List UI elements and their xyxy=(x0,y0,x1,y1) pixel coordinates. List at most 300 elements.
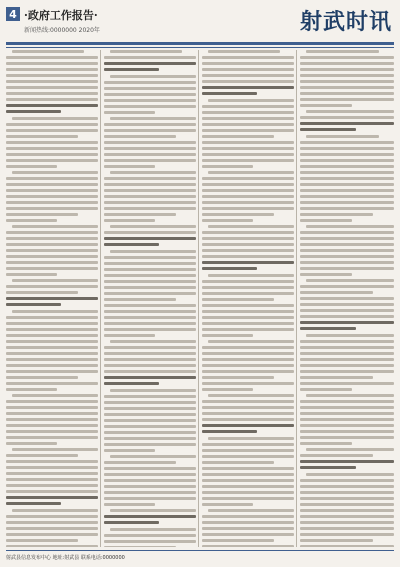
text-line xyxy=(104,99,196,102)
column-divider xyxy=(296,50,297,547)
text-line xyxy=(202,56,294,59)
text-line xyxy=(6,346,98,349)
text-line xyxy=(104,111,155,114)
text-line xyxy=(104,413,196,416)
text-line xyxy=(6,165,57,168)
text-line xyxy=(6,527,98,530)
text-line xyxy=(300,479,394,482)
text-line xyxy=(202,213,274,216)
text-line xyxy=(6,376,78,379)
text-line xyxy=(202,183,294,186)
text-line xyxy=(202,503,253,506)
text-line xyxy=(6,86,98,89)
text-line xyxy=(104,147,196,150)
text-line xyxy=(110,50,182,53)
text-line xyxy=(202,491,294,494)
text-line xyxy=(104,346,196,349)
text-line xyxy=(12,310,98,313)
text-line xyxy=(300,56,394,59)
text-line xyxy=(202,304,294,307)
text-line xyxy=(6,545,98,547)
text-line xyxy=(104,213,176,216)
text-line xyxy=(300,515,394,518)
text-line xyxy=(104,395,196,398)
text-line xyxy=(202,479,294,482)
text-line xyxy=(110,528,196,531)
text-line xyxy=(202,280,294,283)
text-line xyxy=(300,364,394,367)
text-line xyxy=(104,105,196,108)
text-line xyxy=(300,104,352,107)
text-line xyxy=(6,92,98,95)
text-line xyxy=(300,98,394,101)
text-line xyxy=(104,159,196,162)
text-line xyxy=(208,274,294,277)
text-line xyxy=(202,418,294,421)
text-line xyxy=(6,177,98,180)
text-line xyxy=(202,443,294,446)
text-line xyxy=(6,322,98,325)
text-line xyxy=(202,207,294,210)
text-line xyxy=(300,485,394,488)
text-line xyxy=(104,87,196,90)
text-line xyxy=(104,437,196,440)
text-line xyxy=(202,195,294,198)
text-line xyxy=(6,388,57,391)
text-line xyxy=(6,539,78,542)
text-line xyxy=(104,401,196,404)
text-line xyxy=(6,195,98,198)
text-line xyxy=(202,473,294,476)
text-line xyxy=(6,364,98,367)
text-line xyxy=(202,298,274,301)
text-line xyxy=(202,80,294,83)
text-line xyxy=(6,135,78,138)
text-line xyxy=(110,250,196,253)
text-line xyxy=(300,237,394,240)
text-line xyxy=(300,147,394,150)
text-line xyxy=(202,539,274,542)
text-line xyxy=(104,268,196,271)
text-line xyxy=(12,279,98,282)
text-line xyxy=(104,485,196,488)
text-line xyxy=(300,503,394,506)
text-line xyxy=(202,455,294,458)
text-line xyxy=(6,98,98,101)
text-line xyxy=(300,171,394,174)
subheading xyxy=(104,62,196,71)
text-line xyxy=(6,442,57,445)
text-line xyxy=(104,165,155,168)
text-line xyxy=(300,255,394,258)
header-rule-thick xyxy=(6,42,394,45)
text-line xyxy=(110,455,196,458)
text-line xyxy=(300,68,394,71)
text-line xyxy=(202,255,294,258)
text-line xyxy=(300,412,394,415)
text-line xyxy=(306,225,394,228)
text-line xyxy=(202,358,294,361)
text-line xyxy=(202,153,294,156)
text-line xyxy=(202,219,253,222)
page-footer: 射武县信息发布中心 地址:射武县 联系电话:0000000 xyxy=(6,555,125,561)
text-line xyxy=(6,129,98,132)
text-line xyxy=(300,273,352,276)
text-line xyxy=(300,62,394,65)
text-line xyxy=(202,521,294,524)
text-line xyxy=(300,165,394,168)
text-line xyxy=(300,370,394,373)
text-line xyxy=(6,183,98,186)
text-line xyxy=(202,545,294,547)
text-line xyxy=(208,225,294,228)
text-line xyxy=(104,316,196,319)
text-line xyxy=(104,352,196,355)
text-line xyxy=(202,177,294,180)
text-line xyxy=(110,389,196,392)
text-line xyxy=(202,117,294,120)
text-line xyxy=(6,406,98,409)
text-line xyxy=(6,340,98,343)
text-line xyxy=(104,56,196,59)
text-line xyxy=(300,352,394,355)
text-line xyxy=(110,225,196,228)
text-line xyxy=(104,201,196,204)
text-line xyxy=(202,159,294,162)
text-line xyxy=(300,436,394,439)
text-line xyxy=(6,159,98,162)
text-line xyxy=(6,147,98,150)
text-line xyxy=(104,479,196,482)
text-line xyxy=(300,189,394,192)
text-line xyxy=(202,243,294,246)
page-header xyxy=(6,5,394,43)
text-line xyxy=(202,292,294,295)
text-line xyxy=(104,540,196,543)
text-line xyxy=(300,159,394,162)
text-line xyxy=(6,400,98,403)
text-line xyxy=(6,141,98,144)
text-line xyxy=(202,461,274,464)
text-line xyxy=(202,334,253,337)
subheading xyxy=(6,104,98,113)
text-line xyxy=(6,285,98,288)
text-line xyxy=(300,527,394,530)
text-line xyxy=(104,135,176,138)
subheading xyxy=(300,460,394,469)
text-line xyxy=(6,352,98,355)
text-line xyxy=(104,153,196,156)
subheading xyxy=(202,261,294,270)
subheading xyxy=(202,86,294,95)
text-line xyxy=(6,273,57,276)
text-line xyxy=(202,533,294,536)
text-line xyxy=(202,527,294,530)
text-line xyxy=(6,316,98,319)
text-line xyxy=(202,364,294,367)
text-line xyxy=(6,219,57,222)
text-line xyxy=(306,50,379,53)
text-line xyxy=(202,449,294,452)
text-line xyxy=(104,280,196,283)
text-line xyxy=(202,135,274,138)
text-line xyxy=(6,261,98,264)
text-column-1 xyxy=(6,50,98,547)
text-line xyxy=(6,80,98,83)
subheading xyxy=(202,424,294,433)
text-line xyxy=(300,521,394,524)
text-line xyxy=(104,503,155,506)
text-line xyxy=(300,376,373,379)
text-line xyxy=(104,262,196,265)
text-line xyxy=(300,497,394,500)
text-line xyxy=(300,207,394,210)
text-line xyxy=(300,92,394,95)
text-line xyxy=(6,74,98,77)
text-line xyxy=(6,237,98,240)
text-line xyxy=(6,68,98,71)
text-line xyxy=(6,466,98,469)
text-line xyxy=(202,237,294,240)
text-line xyxy=(300,153,394,156)
text-line xyxy=(104,141,196,144)
text-line xyxy=(202,328,294,331)
text-line xyxy=(6,255,98,258)
text-line xyxy=(300,195,394,198)
text-line xyxy=(300,491,394,494)
text-line xyxy=(104,449,155,452)
text-line xyxy=(202,515,294,518)
text-line xyxy=(12,509,98,512)
text-line xyxy=(300,309,394,312)
text-column-2 xyxy=(104,50,196,547)
text-line xyxy=(6,123,98,126)
text-line xyxy=(6,460,98,463)
text-line xyxy=(12,117,98,120)
page-number-badge: 4 xyxy=(6,7,20,21)
text-line xyxy=(202,165,253,168)
text-line xyxy=(104,231,196,234)
text-line xyxy=(300,346,394,349)
text-line xyxy=(202,68,294,71)
text-line xyxy=(104,546,176,547)
newspaper-masthead: 射武时讯 xyxy=(299,9,392,35)
text-line xyxy=(104,129,196,132)
text-line xyxy=(104,534,196,537)
text-line xyxy=(6,201,98,204)
text-line xyxy=(202,406,294,409)
text-line xyxy=(12,448,98,451)
text-line xyxy=(300,183,394,186)
subheading xyxy=(300,321,394,330)
text-line xyxy=(306,135,379,138)
text-line xyxy=(6,382,98,385)
text-line xyxy=(6,521,98,524)
text-line xyxy=(104,207,196,210)
text-line xyxy=(202,376,274,379)
text-line xyxy=(104,358,196,361)
header-rule-thin xyxy=(6,47,394,48)
text-line xyxy=(6,472,98,475)
text-line xyxy=(300,382,394,385)
text-column-3 xyxy=(202,50,294,547)
text-line xyxy=(202,74,294,77)
text-line xyxy=(6,267,98,270)
text-line xyxy=(300,291,373,294)
text-line xyxy=(202,231,294,234)
text-line xyxy=(104,310,196,313)
text-line xyxy=(6,515,98,518)
text-line xyxy=(202,249,294,252)
text-line xyxy=(6,328,98,331)
text-line xyxy=(300,388,352,391)
text-line xyxy=(12,171,98,174)
text-line xyxy=(306,394,394,397)
text-line xyxy=(104,177,196,180)
text-line xyxy=(300,261,394,264)
text-line xyxy=(104,189,196,192)
text-line xyxy=(6,533,98,536)
text-line xyxy=(104,286,196,289)
text-line xyxy=(104,491,196,494)
text-line xyxy=(104,443,196,446)
text-line xyxy=(202,189,294,192)
text-line xyxy=(104,274,196,277)
text-line xyxy=(202,322,294,325)
text-line xyxy=(202,201,294,204)
text-line xyxy=(300,213,373,216)
text-line xyxy=(6,243,98,246)
text-line xyxy=(6,334,98,337)
text-line xyxy=(202,147,294,150)
text-line xyxy=(306,473,394,476)
text-line xyxy=(300,303,394,306)
text-line xyxy=(300,509,394,512)
text-line xyxy=(202,129,294,132)
text-line xyxy=(202,352,294,355)
text-line xyxy=(300,249,394,252)
text-line xyxy=(300,424,394,427)
subheading xyxy=(300,122,394,131)
text-line xyxy=(208,437,294,440)
text-line xyxy=(6,153,98,156)
text-line xyxy=(104,431,196,434)
text-line xyxy=(6,291,78,294)
text-line xyxy=(202,400,294,403)
text-line xyxy=(104,328,196,331)
text-line xyxy=(202,388,253,391)
text-line xyxy=(202,316,294,319)
text-line xyxy=(208,171,294,174)
issue-info: 新闻热线:0000000 2020年 xyxy=(24,27,100,34)
text-line xyxy=(6,412,98,415)
text-line xyxy=(300,116,394,119)
text-line xyxy=(110,171,196,174)
text-line xyxy=(6,249,98,252)
text-line xyxy=(202,346,294,349)
text-line xyxy=(300,201,394,204)
text-line xyxy=(300,80,394,83)
text-line xyxy=(6,430,98,433)
text-line xyxy=(6,56,98,59)
text-line xyxy=(300,358,394,361)
text-line xyxy=(300,141,394,144)
text-line xyxy=(6,454,78,457)
text-line xyxy=(202,497,294,500)
text-line xyxy=(300,285,394,288)
text-line xyxy=(12,50,84,53)
text-line xyxy=(6,484,98,487)
text-line xyxy=(104,219,155,222)
text-line xyxy=(300,539,373,542)
column-divider xyxy=(100,50,101,547)
text-line xyxy=(300,297,394,300)
text-line xyxy=(6,436,98,439)
text-line xyxy=(202,382,294,385)
text-line xyxy=(6,62,98,65)
section-title: ·政府工作报告· xyxy=(24,9,98,22)
text-line xyxy=(300,418,394,421)
text-line xyxy=(104,370,196,373)
text-line xyxy=(6,370,98,373)
text-line xyxy=(300,454,373,457)
text-line xyxy=(104,123,196,126)
text-line xyxy=(208,509,294,512)
text-line xyxy=(104,195,196,198)
text-line xyxy=(300,442,352,445)
text-line xyxy=(104,93,196,96)
text-line xyxy=(104,322,196,325)
text-line xyxy=(208,394,294,397)
subheading xyxy=(104,376,196,385)
text-line xyxy=(104,334,155,337)
subheading xyxy=(6,297,98,306)
text-line xyxy=(202,485,294,488)
text-line xyxy=(104,467,196,470)
text-line xyxy=(202,467,294,470)
text-line xyxy=(306,110,394,113)
text-line xyxy=(104,292,196,295)
text-column-4 xyxy=(300,50,394,547)
text-line xyxy=(104,419,196,422)
text-line xyxy=(104,298,176,301)
text-line xyxy=(202,141,294,144)
text-line xyxy=(208,340,294,343)
text-line xyxy=(12,225,98,228)
text-line xyxy=(104,473,196,476)
text-line xyxy=(208,99,294,102)
text-line xyxy=(202,412,294,415)
text-line xyxy=(202,62,294,65)
text-line xyxy=(104,407,196,410)
text-line xyxy=(104,364,196,367)
text-line xyxy=(300,243,394,246)
text-line xyxy=(6,231,98,234)
text-line xyxy=(104,497,196,500)
text-line xyxy=(300,545,394,547)
subheading xyxy=(6,496,98,505)
text-line xyxy=(110,509,196,512)
text-line xyxy=(300,74,394,77)
text-line xyxy=(306,448,394,451)
footer-rule xyxy=(6,550,394,551)
text-line xyxy=(110,340,196,343)
text-line xyxy=(300,315,394,318)
text-line xyxy=(300,177,394,180)
text-line xyxy=(300,231,394,234)
text-line xyxy=(202,370,294,373)
text-line xyxy=(104,183,196,186)
